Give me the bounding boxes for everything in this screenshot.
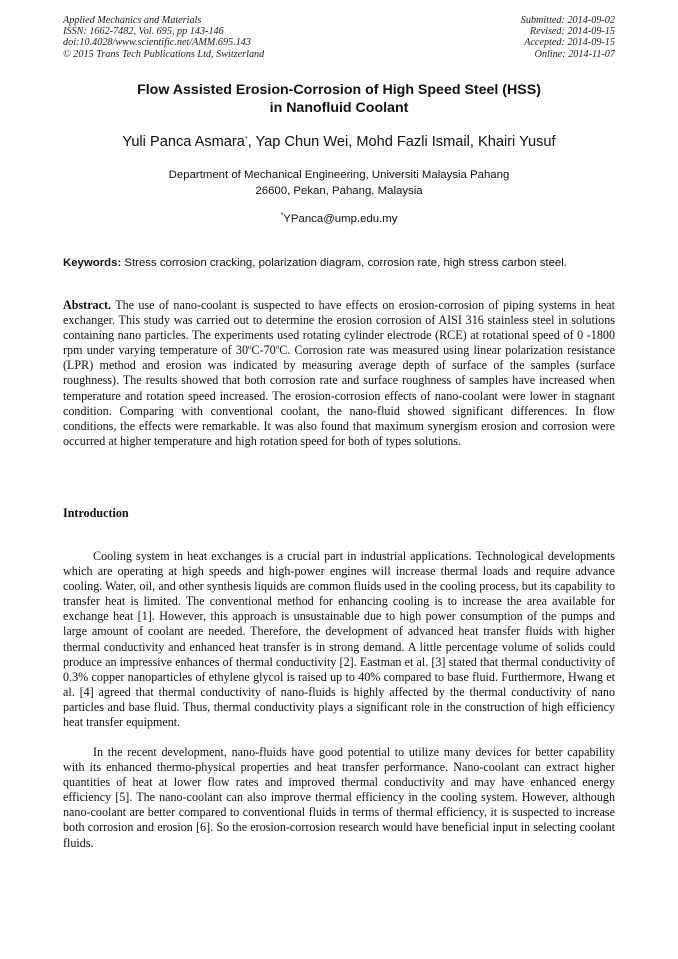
title-line-1: Flow Assisted Erosion-Corrosion of High Speed Steel (HSS) (137, 82, 541, 98)
introduction-paragraph-2: In the recent development, nano-fluids have good potential to utilize many devices for better capability with its enhanced thermo-physical properties and heat transfer performance. Nano-coolant can extract higher quantities of heat at lower flow rates and improved thermal conductivity and may have enhanced energy efficiency [5]. The nano-coolant can also improve thermal efficiency in the cooling system. However, although nano-coolant are better compared to conventional fluids in terms of thermal efficiency, it is suspected to increase both corrosion and erosion [6]. So the erosion-corrosion research would have beneficial input in selecting coolant fluids. (63, 745, 615, 850)
corresponding-mark: * (244, 136, 248, 143)
abstract-label: Abstract. (63, 298, 112, 312)
affiliation (63, 167, 615, 199)
keywords-section (63, 256, 615, 271)
introduction-heading: Introduction (63, 506, 129, 520)
title-line-2: in Nanofluid Coolant (269, 99, 409, 116)
issn-line: ISSN: 1662-7482, Vol. 695, pp 143-146 (63, 26, 224, 38)
co-authors: , Yap Chun Wei, Mohd Fazli Ismail, Khairi Yusuf (247, 134, 556, 150)
corresponding-author: Yuli Panca Asmara (122, 134, 245, 150)
degree-mark-2: o (275, 343, 280, 352)
author-list (63, 133, 615, 151)
revised-date: Revised: 2014-09-15 (529, 26, 615, 38)
publication-dates (521, 15, 615, 60)
keywords-text: Stress corrosion cracking, polarization diagram, corrosion rate, high stress carbon steel. (121, 257, 567, 269)
journal-info (63, 15, 264, 60)
abstract-text-part-3: C. Corrosion rate was measured using linear polarization resistance (LPR) method and erosion was indicated by measuring average depth of surface of the samples (surface roughness). The results showed that both corrosion rate and surface roughness of samples have increased when temperature and rotation speed increased. The erosion-corrosion effects of nano-coolant were lower in stagnant condition. Comparing with conventional coolant, the nano-fluid showed significant differences. In flow conditions, the effects were remarkable. It was also found that maximum synergism erosion and corrosion were occurred at higher temperature and high rotation speed for both of types solutions. (63, 343, 615, 448)
contact-email (63, 211, 615, 227)
affiliation-line-2: 26600, Pekan, Pahang, Malaysia (255, 185, 423, 197)
journal-name: Applied Mechanics and Materials (63, 15, 202, 26)
abstract-text-part-2: C-70 (251, 343, 276, 358)
online-date: Online: 2014-11-07 (534, 48, 615, 60)
affiliation-line-1: Department of Mechanical Engineering, Universiti Malaysia Pahang (168, 169, 510, 181)
paper-title (63, 82, 615, 117)
email-mark: * (280, 212, 284, 219)
submitted-date: Submitted: 2014-09-02 (520, 15, 615, 26)
introduction-paragraph-1: Cooling system in heat exchanges is a crucial part in industrial applications. Technological developments which are operating at high speeds and high-power engines will increase thermal loads and require advance cooling. Water, oil, and other synthesis liquids are common fluids used in the cooling process, but its capability to transfer heat is limited. The conventional method for enhancing cooling is to increase the area available for exchange heat [1]. However, this approach is unsustainable due to high power consumption of the pumps and large amount of coolant are needed. Therefore, the development of advanced heat transfer fluids with higher thermal conductivity and enhanced heat transfer is in strong demand. A little percentage volume of solids could produce an impressive enhances of thermal conductivity [2]. Eastman et al. [3] stated that thermal conductivity of 0.3% copper nanoparticles of ethylene glycol is raised up to 40% compared to base fluid. Furthermore, Hwang et al. [4] agreed that thermal conductivity of nano-fluids is highly affected by the thermal conductivity of nano particles and base fluid. Thus, thermal conductivity plays a significant role in the construction of high efficiency heat transfer equipment. (63, 549, 615, 730)
email-address[interactable]: YPanca@ump.edu.my (283, 213, 398, 225)
keywords-label: Keywords: (63, 257, 122, 269)
copyright-line: © 2015 Trans Tech Publications Ltd, Switzerland (63, 48, 265, 60)
doi-line: doi:10.4028/www.scientific.net/AMM.695.143 (63, 37, 251, 49)
abstract-section (63, 298, 615, 449)
accepted-date: Accepted: 2014-09-15 (524, 37, 615, 49)
abstract-text-part-1: The use of nano-coolant is suspected to have effects on erosion-corrosion of piping systems in heat exchanger. This study was carried out to determine the erosion corrosion of AISI 316 stainless steel in solutions containing nano particles. The experiments used rotating cylinder electrode (RCE) at rotational speed of 0 -1800 rpm under varying temperature of 30 (63, 298, 615, 358)
degree-mark-1: o (248, 343, 252, 352)
